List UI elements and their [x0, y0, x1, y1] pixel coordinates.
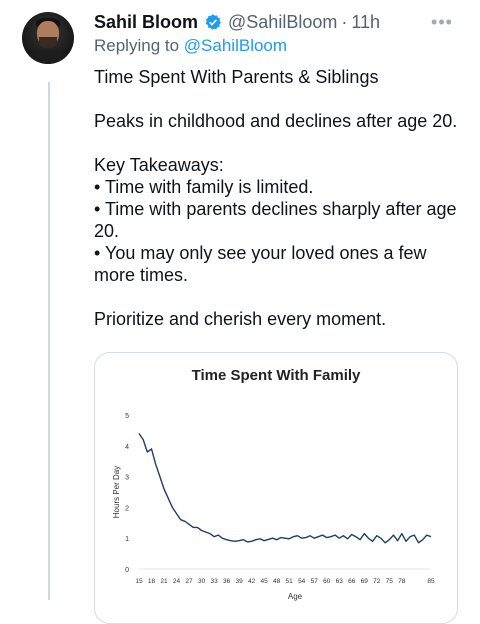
chart-title: Time Spent With Family [191, 367, 361, 384]
thread-line [48, 82, 50, 600]
chart-card[interactable] [94, 352, 458, 624]
y-tick-label: 1 [125, 536, 129, 544]
more-options-icon[interactable]: ••• [431, 11, 453, 32]
x-tick-label: 69 [360, 578, 368, 585]
tweet-line: • You may only see your loved ones a few more times. [94, 243, 427, 285]
x-tick-label: 72 [373, 578, 381, 585]
x-tick-label: 63 [335, 578, 343, 585]
tweet-gap [94, 286, 464, 308]
replying-to [94, 36, 287, 56]
tweet-line: Key Takeaways: [94, 155, 224, 175]
x-tick-label: 66 [348, 578, 356, 585]
x-tick-label: 21 [160, 578, 168, 585]
y-tick-label: 0 [125, 567, 129, 574]
x-tick-label: 78 [398, 578, 406, 585]
timestamp[interactable]: 11h [351, 11, 381, 32]
tweet-line: Time Spent With Parents & Siblings [94, 67, 379, 87]
x-tick-label: 36 [222, 578, 231, 585]
x-tick-label: 54 [298, 578, 306, 585]
y-tick-label: 4 [125, 443, 129, 451]
x-tick-label: 57 [310, 578, 318, 585]
x-tick-label: 51 [285, 578, 293, 585]
x-tick-label: 85 [427, 578, 435, 585]
verified-badge-icon [204, 13, 222, 31]
y-tick-label: 5 [125, 413, 129, 420]
display-name[interactable]: Sahil Bloom [94, 11, 199, 32]
replying-mention[interactable]: @SahilBloom [183, 36, 288, 55]
y-tick-label: 2 [125, 505, 129, 513]
x-tick-label: 39 [235, 578, 243, 585]
x-tick-label: 60 [323, 578, 331, 585]
avatar[interactable] [22, 12, 74, 64]
tweet-line: Prioritize and cherish every moment. [94, 309, 387, 329]
separator-dot: · [341, 11, 348, 32]
x-axis-label: Age [287, 592, 303, 601]
replying-prefix: Replying to [94, 36, 180, 55]
chart-svg [95, 353, 457, 623]
x-tick-label: 27 [185, 578, 193, 585]
y-axis-label: Hours Per Day [112, 465, 121, 519]
tweet-line: • Time with family is limited. [94, 177, 314, 197]
tweet-gap [94, 132, 464, 154]
tweet-line: Peaks in childhood and declines after age 20. [94, 111, 458, 131]
x-tick-label: 75 [385, 578, 393, 585]
tweet-line: • Time with parents declines sharply after age 20. [94, 199, 457, 241]
series-line-family-time [139, 434, 431, 543]
x-tick-label: 24 [172, 578, 181, 585]
x-tick-label: 48 [273, 578, 281, 585]
x-tick-label: 18 [147, 578, 156, 585]
tweet-gap [94, 88, 464, 110]
x-tick-label: 42 [248, 578, 256, 585]
x-tick-label: 15 [135, 578, 143, 585]
x-tick-label: 30 [197, 578, 206, 585]
y-tick-label: 3 [125, 474, 129, 482]
tweet-text [94, 66, 464, 330]
x-tick-label: 45 [260, 578, 268, 585]
tweet-header [94, 10, 460, 34]
x-tick-label: 33 [210, 578, 218, 585]
user-handle[interactable]: @SahilBloom [228, 11, 338, 32]
